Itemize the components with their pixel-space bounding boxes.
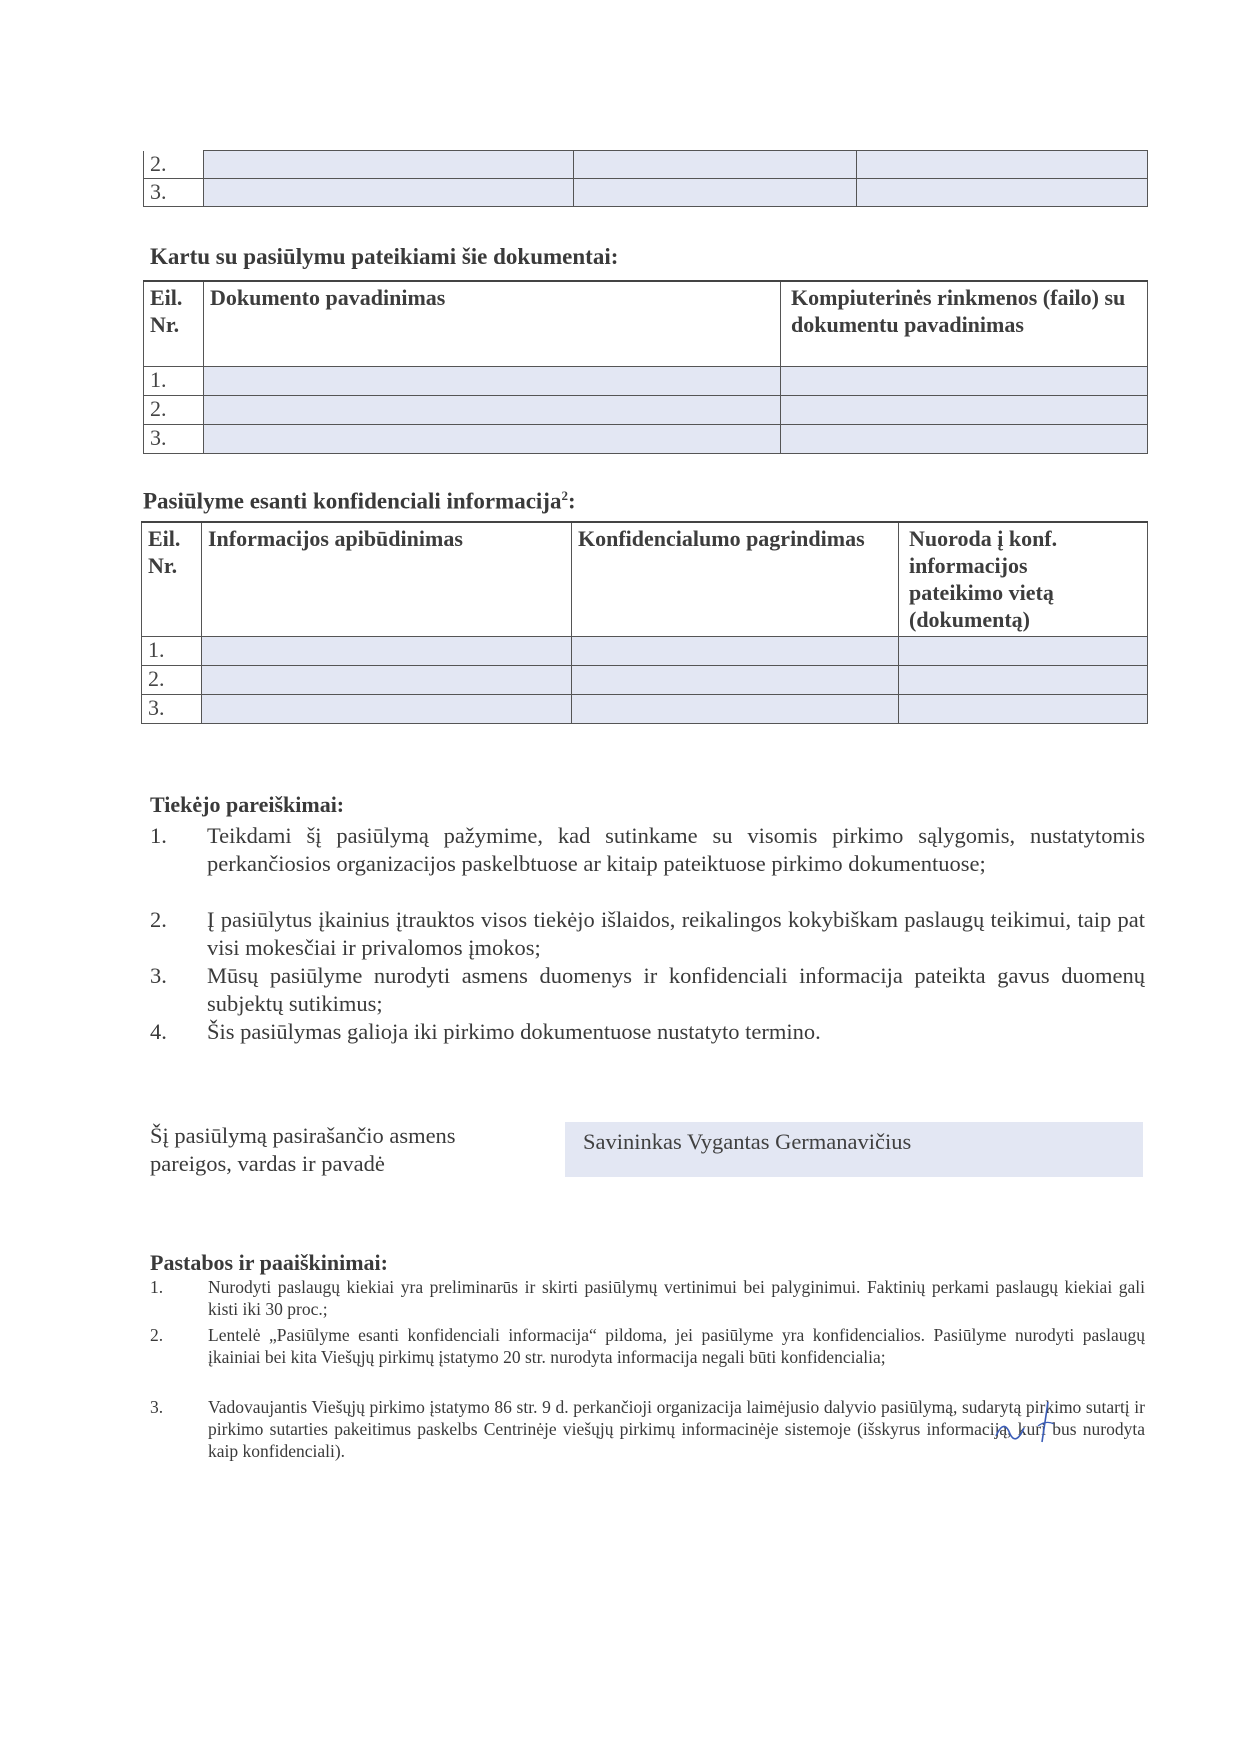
- header-document-name: Dokumento pavadinimas: [204, 281, 781, 366]
- row-number: 1.: [144, 366, 204, 395]
- input-cell[interactable]: [204, 151, 574, 179]
- header-description: Informacijos apibūdinimas: [202, 522, 572, 636]
- description-cell[interactable]: [202, 636, 572, 665]
- justification-cell[interactable]: [572, 636, 899, 665]
- row-number: 3.: [144, 179, 204, 207]
- header-num: Eil. Nr.: [142, 522, 202, 636]
- input-cell[interactable]: [204, 179, 574, 207]
- confidential-title-text: Pasiūlyme esanti konfidenciali informacija: [143, 488, 562, 514]
- note-text: Vadovaujantis Viešųjų pirkimo įstatymo 86 str. 9 d. perkančioji organizacija laimėjusio dalyvio pasiūlymą, sudarytą pirkimo sutartį ir pirkimo sutarties pakeitimus paskelbs Centrinėje viešųjų pirkimų informacinėje sistemoje (išskyrus informaciją, kuri bus nurodyta kaip konfidenciali).: [208, 1397, 1145, 1461]
- table-row: [142, 636, 1148, 665]
- row-number: 2.: [142, 665, 202, 694]
- confidential-section-title: [143, 488, 576, 515]
- header-num: Eil. Nr.: [144, 281, 204, 366]
- documents-section-title: Kartu su pasiūlymu pateikiami šie dokumentai:: [150, 244, 619, 269]
- note-item: [150, 1324, 1145, 1368]
- table-row: [144, 151, 1148, 179]
- statement-text: Į pasiūlytus įkainius įtrauktos visos tiekėjo išlaidos, reikalingos kokybiškam paslaugų teikimui, taip pat visi mokesčiai ir privalomos įmokos;: [207, 907, 1145, 960]
- top-continuation-table: [143, 150, 1148, 207]
- header-justification: Konfidencialumo pagrindimas: [572, 522, 899, 636]
- row-number: 3.: [144, 424, 204, 453]
- note-number: 1.: [150, 1277, 164, 1297]
- input-cell[interactable]: [857, 151, 1148, 179]
- note-item: [150, 1276, 1145, 1320]
- file-name-cell[interactable]: [781, 366, 1148, 395]
- table-row: [144, 366, 1148, 395]
- signatory-field[interactable]: Savininkas Vygantas Germanavičius: [565, 1122, 1143, 1177]
- confidential-info-table: [141, 521, 1148, 724]
- file-name-cell[interactable]: [781, 424, 1148, 453]
- statement-item: [150, 1018, 1145, 1046]
- input-cell[interactable]: [574, 179, 857, 207]
- row-number: 3.: [142, 694, 202, 723]
- note-text: Lentelė „Pasiūlyme esanti konfidenciali informacija“ pildoma, jei pasiūlyme yra konfidencialios. Pasiūlyme nurodyti paslaugų įkainiai bei kita Viešųjų pirkimų įstatymo 20 str. nurodyta informacija negali būti konfidencialia;: [208, 1325, 1145, 1367]
- description-cell[interactable]: [202, 665, 572, 694]
- justification-cell[interactable]: [572, 665, 899, 694]
- handwritten-initials-mark: [990, 1398, 1070, 1448]
- title-suffix: :: [567, 488, 576, 514]
- table-row: [142, 665, 1148, 694]
- header-file-name: Kompiuterinės rinkmenos (failo) su dokumentu pavadinimas: [781, 281, 1148, 366]
- table-row: [144, 395, 1148, 424]
- statement-item: [150, 962, 1145, 1018]
- row-number: 2.: [144, 151, 204, 179]
- note-number: 2.: [150, 1325, 164, 1345]
- reference-cell[interactable]: [899, 694, 1148, 723]
- input-cell[interactable]: [574, 151, 857, 179]
- statement-number: 3.: [150, 963, 167, 988]
- note-number: 3.: [150, 1397, 164, 1417]
- justification-cell[interactable]: [572, 694, 899, 723]
- statements-title: Tiekėjo pareiškimai:: [150, 792, 345, 817]
- header-reference: Nuoroda į konf. informacijos pateikimo vietą (dokumentą): [899, 522, 1148, 636]
- row-number: 1.: [142, 636, 202, 665]
- reference-cell[interactable]: [899, 636, 1148, 665]
- table-row: [144, 424, 1148, 453]
- statement-item: [150, 822, 1145, 878]
- row-number: 2.: [144, 395, 204, 424]
- signatory-label: Šį pasiūlymą pasirašančio asmens pareigos, vardas ir pavadė: [150, 1123, 456, 1176]
- table-header-row: [142, 522, 1148, 636]
- table-header-row: [144, 281, 1148, 366]
- description-cell[interactable]: [202, 694, 572, 723]
- note-text: Nurodyti paslaugų kiekiai yra preliminarūs ir skirti pasiūlymų vertinimui bei palyginimui. Faktinių perkami paslaugų kiekiai gali kisti iki 30 proc.;: [208, 1277, 1145, 1319]
- footnote-ref: 2: [561, 488, 568, 503]
- statement-number: 2.: [150, 907, 167, 932]
- document-name-cell[interactable]: [204, 366, 781, 395]
- documents-table: [143, 280, 1148, 454]
- input-cell[interactable]: [857, 179, 1148, 207]
- table-row: [142, 694, 1148, 723]
- table-row: [144, 179, 1148, 207]
- statement-text: Mūsų pasiūlyme nurodyti asmens duomenys ir konfidenciali informacija pateikta gavus duomenų subjektų sutikimus;: [207, 963, 1145, 1016]
- file-name-cell[interactable]: [781, 395, 1148, 424]
- statement-item: [150, 906, 1145, 962]
- document-name-cell[interactable]: [204, 424, 781, 453]
- reference-cell[interactable]: [899, 665, 1148, 694]
- statement-number: 4.: [150, 1019, 167, 1044]
- statement-text: Teikdami šį pasiūlymą pažymime, kad sutinkame su visomis pirkimo sąlygomis, nustatytomis perkančiosios organizacijos paskelbtuose ar kitaip pateiktuose pirkimo dokumentuose;: [207, 823, 1145, 876]
- statement-number: 1.: [150, 823, 167, 848]
- statement-text: Šis pasiūlymas galioja iki pirkimo dokumentuose nustatyto termino.: [207, 1019, 821, 1044]
- document-name-cell[interactable]: [204, 395, 781, 424]
- notes-title: Pastabos ir paaiškinimai:: [150, 1250, 388, 1275]
